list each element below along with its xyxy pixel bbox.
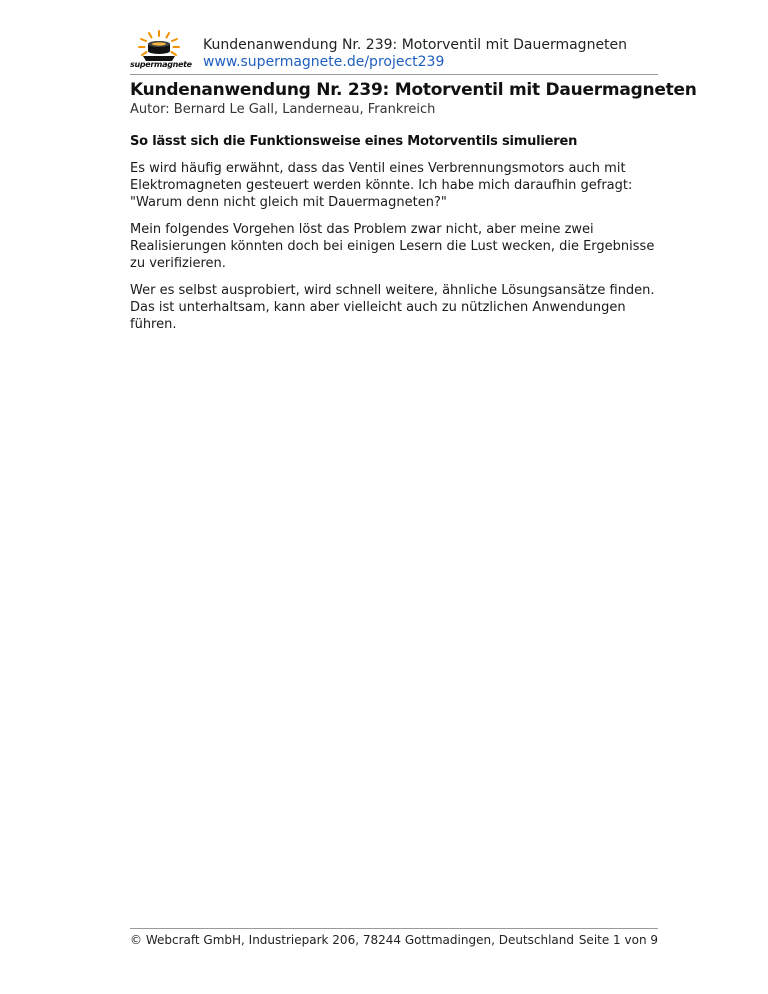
header-title: Kundenanwendung Nr. 239: Motorventil mit Dauermagneten [203, 37, 628, 53]
project-link[interactable]: www.supermagnete.de/project239 [203, 54, 445, 70]
section-heading: So lässt sich die Funktionsweise eines Motorventils simulieren [130, 134, 578, 149]
page-number: Seite 1 von 9 [578, 933, 658, 947]
supermagnete-logo[interactable] [130, 30, 192, 74]
paragraph-1: Es wird häufig erwähnt, dass das Ventil eines Verbrennungsmotors auch mit Elektromagneten gesteuert werden könnte. Ich habe mich daraufhin gefragt: "Warum denn nicht gleich mit Dauermagneten?" [130, 161, 633, 210]
footer-divider [130, 928, 658, 929]
document-title: Kundenanwendung Nr. 239: Motorventil mit Dauermagneten [130, 80, 697, 100]
logo-wordmark: supermagnete [130, 60, 192, 69]
paragraph-3: Wer es selbst ausprobiert, wird schnell weitere, ähnliche Lösungsansätze finden. Das ist unterhaltsam, kann aber vielleicht auch zu nützlichen Anwendungen führen. [130, 283, 655, 332]
footer-copyright: © Webcraft GmbH, Industriepark 206, 78244 Gottmadingen, Deutschland [130, 933, 574, 947]
paragraph-2: Mein folgendes Vorgehen löst das Problem zwar nicht, aber meine zwei Realisierungen könnten doch bei einigen Lesern die Lust wecken, die Ergebnisse zu verifizieren. [130, 222, 655, 271]
document-author: Autor: Bernard Le Gall, Landerneau, Frankreich [130, 102, 436, 117]
header-divider [130, 74, 658, 75]
magnet-sun-logo-icon [137, 30, 181, 62]
document-body [130, 80, 697, 333]
page-header [130, 30, 658, 74]
